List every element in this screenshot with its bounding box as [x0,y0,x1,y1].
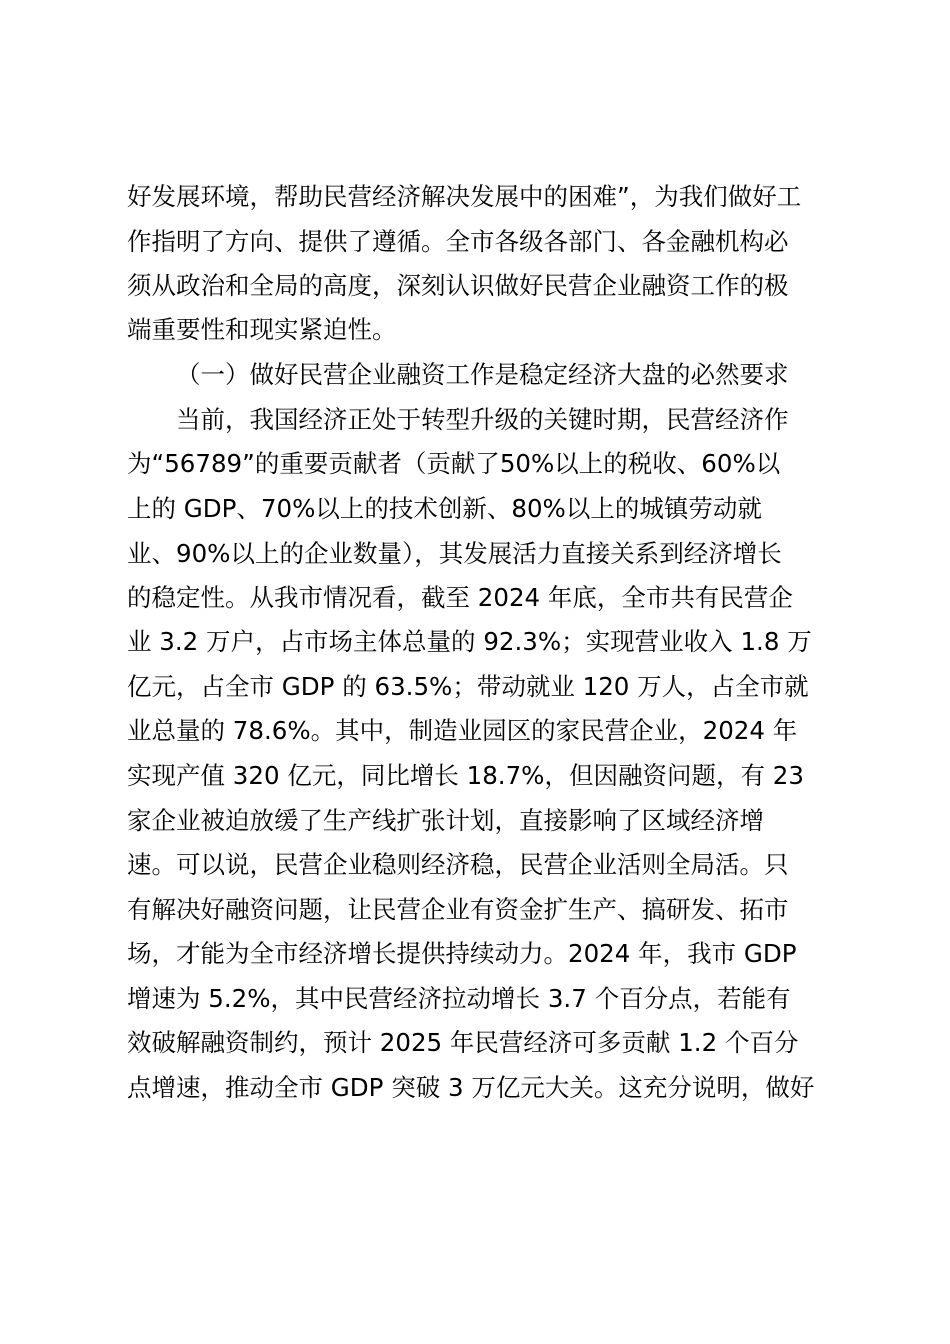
paragraph-line: 点增速，推动全市 GDP 突破 3 万亿元大关。这充分说明，做好 [127,1073,815,1102]
paragraph-line: 作指明了方向、提供了遵循。全市各级各部门、各金融机构必 [127,227,789,256]
paragraph-line: 业、90%以上的企业数量），其发展活力直接关系到经济增长 [127,539,782,568]
paragraph-line: 须从政治和全局的高度，深刻认识做好民营企业融资工作的极 [127,271,789,300]
paragraph-line: 好发展环境，帮助民营经济解决发展中的困难”，为我们做好工 [127,182,802,211]
paragraph-line: 业总量的 78.6%。其中，制造业园区的家民营企业，2024 年 [127,716,798,745]
paragraph-line: 场，才能为全市经济增长提供持续动力。2024 年，我市 GDP [127,939,797,968]
section-heading: （一）做好民营企业融资工作是稳定经济大盘的必然要求 [176,360,789,389]
paragraph-line: 实现产值 320 亿元，同比增长 18.7%，但因融资问题，有 23 [127,761,804,790]
paragraph-line: 当前，我国经济正处于转型升级的关键时期，民营经济作 [176,405,789,434]
paragraph-line: 亿元，占全市 GDP 的 63.5%；带动就业 120 万人，占全市就 [127,672,809,701]
paragraph-line: 为“56789”的重要贡献者（贡献了50%以上的税收、60%以 [127,449,781,478]
paragraph-line: 上的 GDP、70%以上的技术创新、80%以上的城镇劳动就 [127,494,762,523]
paragraph-line: 速。可以说，民营企业稳则经济稳，民营企业活则全局活。只 [127,850,789,879]
paragraph-line: 增速为 5.2%，其中民营经济拉动增长 3.7 个百分点，若能有 [127,984,791,1013]
paragraph-line: 业 3.2 万户，占市场主体总量的 92.3%；实现营业收入 1.8 万 [127,627,812,656]
paragraph-line: 效破解融资制约，预计 2025 年民营经济可多贡献 1.2 个百分 [127,1028,799,1057]
paragraph-line: 家企业被迫放缓了生产线扩张计划，直接影响了区域经济增 [127,806,764,835]
paragraph-line: 端重要性和现实紧迫性。 [127,315,397,344]
paragraph-line: 有解决好融资问题，让民营企业有资金扩生产、搞研发、拓市 [127,895,789,924]
paragraph-line: 的稳定性。从我市情况看，截至 2024 年底，全市共有民营企 [127,583,793,612]
